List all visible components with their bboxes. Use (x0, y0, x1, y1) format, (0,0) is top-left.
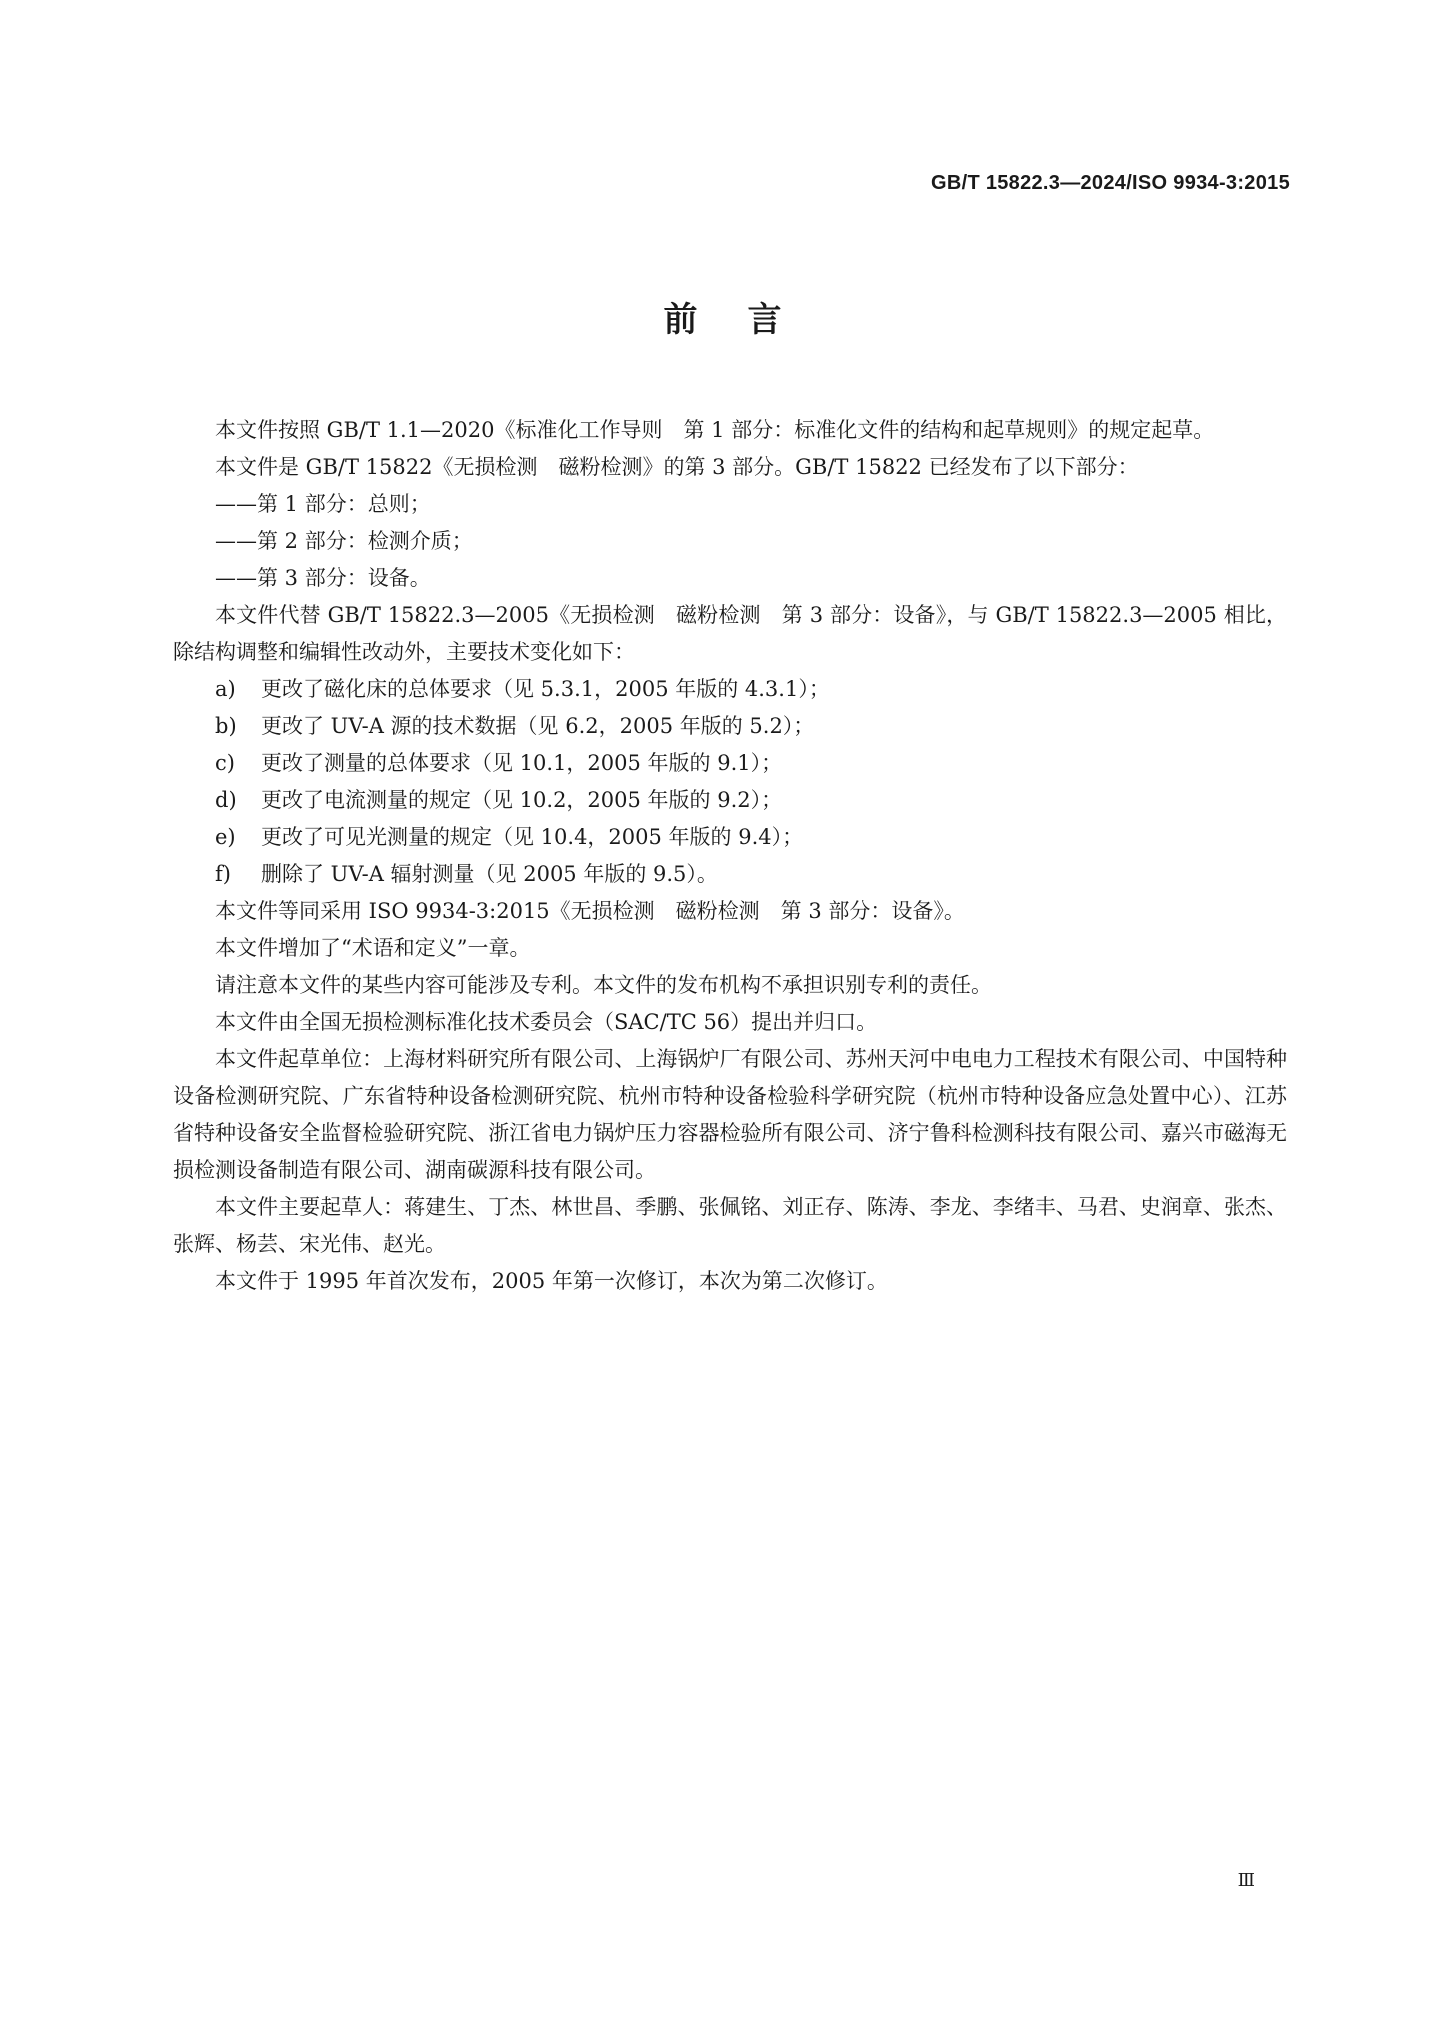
change-item (173, 745, 1287, 782)
paragraph-patent-notice: 请注意本文件的某些内容可能涉及专利。本文件的发布机构不承担识别专利的责任。 (215, 973, 992, 997)
change-item-mark: c) (215, 751, 235, 775)
paragraph-history: 本文件于 1995 年首次发布，2005 年第一次修订，本次为第二次修订。 (215, 1269, 888, 1293)
change-item (173, 856, 1287, 893)
change-item-mark: a) (215, 677, 236, 701)
paragraph-series-info: 本文件是 GB/T 15822《无损检测 磁粉检测》的第 3 部分。GB/T 15822 已经发布了以下部分： (215, 455, 1139, 479)
part-item: ——第 2 部分：检测介质； (215, 529, 473, 553)
document-body (173, 412, 1287, 1300)
part-item: ——第 3 部分：设备。 (215, 566, 431, 590)
change-item-text: 更改了测量的总体要求（见 10.1，2005 年版的 9.1）； (261, 751, 783, 775)
paragraph-drafters: 本文件主要起草人：蒋建生、丁杰、林世昌、季鹏、张佩铭、刘正存、陈涛、李龙、李绪丰、马君、史润章、张杰、张辉、杨芸、宋光伟、赵光。 (173, 1195, 1287, 1256)
change-item-text: 更改了电流测量的规定（见 10.2，2005 年版的 9.2）； (261, 788, 783, 812)
part-item: ——第 1 部分：总则； (215, 492, 431, 516)
page-number: Ⅲ (1237, 1870, 1255, 1891)
paragraph-drafting-rules: 本文件按照 GB/T 1.1—2020《标准化工作导则 第 1 部分：标准化文件的结构和起草规则》的规定起草。 (215, 418, 1215, 442)
change-item-mark: d) (215, 788, 237, 812)
change-item (173, 708, 1287, 745)
page-title: 前言 (663, 300, 832, 340)
change-item-mark: b) (215, 714, 237, 738)
change-item-mark: f) (215, 862, 231, 886)
change-item-text: 删除了 UV-A 辐射测量（见 2005 年版的 9.5）。 (261, 862, 718, 886)
standard-number-header: GB/T 15822.3—2024/ISO 9934-3:2015 (930, 172, 1290, 194)
change-item (173, 819, 1287, 856)
change-item-text: 更改了可见光测量的规定（见 10.4，2005 年版的 9.4）； (261, 825, 804, 849)
paragraph-drafting-units: 本文件起草单位：上海材料研究所有限公司、上海锅炉厂有限公司、苏州天河中电电力工程技术有限公司、中国特种设备检测研究院、广东省特种设备检测研究院、杭州市特种设备检验科学研究院（杭州市特种设备应急处置中心）、江苏省特种设备安全监督检验研究院、浙江省电力锅炉压力容器检验所有限公司、济宁鲁科检测科技有限公司、嘉兴市磁海无损检测设备制造有限公司、湖南碳源科技有限公司。 (173, 1047, 1287, 1182)
change-item-text: 更改了 UV-A 源的技术数据（见 6.2，2005 年版的 5.2）； (261, 714, 815, 738)
change-item (173, 782, 1287, 819)
paragraph-iso-adoption: 本文件等同采用 ISO 9934-3:2015《无损检测 磁粉检测 第 3 部分：设备》。 (215, 899, 965, 923)
paragraph-added-chapter: 本文件增加了“术语和定义”一章。 (215, 936, 531, 960)
change-item-text: 更改了磁化床的总体要求（见 5.3.1，2005 年版的 4.3.1）； (261, 677, 830, 701)
change-item (173, 671, 1287, 708)
paragraph-committee: 本文件由全国无损检测标准化技术委员会（SAC/TC 56）提出并归口。 (215, 1010, 878, 1034)
paragraph-replaces: 本文件代替 GB/T 15822.3—2005《无损检测 磁粉检测 第 3 部分：设备》，与 GB/T 15822.3—2005 相比，除结构调整和编辑性改动外，主要技术变化如下： (173, 603, 1287, 664)
change-item-mark: e) (215, 825, 236, 849)
